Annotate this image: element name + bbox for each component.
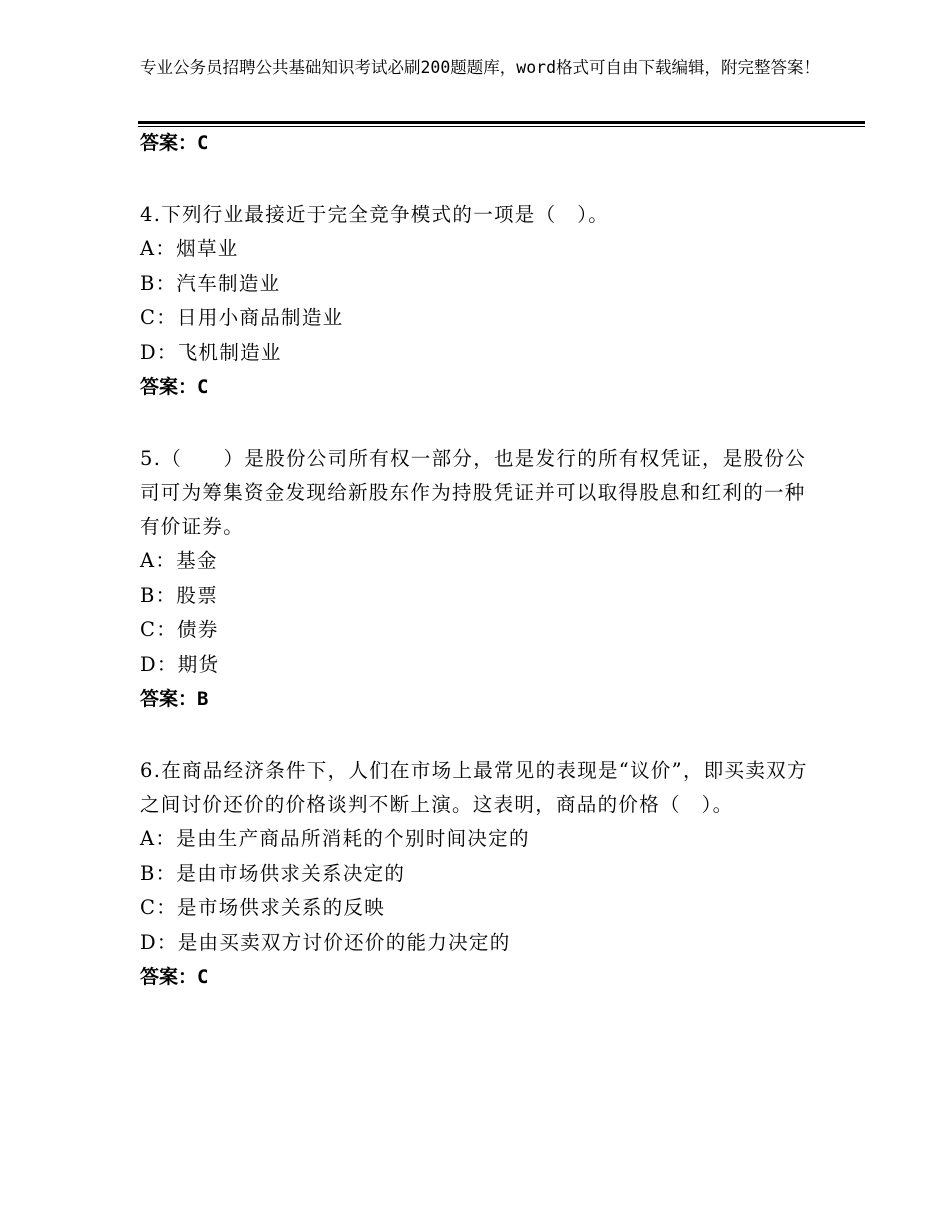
spacer (140, 716, 820, 754)
question-block (140, 198, 820, 404)
option-c: C：是市场供求关系的反映 (140, 896, 386, 919)
option-a: A：是由生产商品所消耗的个别时间决定的 (140, 827, 530, 850)
question-stem: 6.在商品经济条件下，人们在市场上最常见的表现是“议价”，即买卖双方之间讨价还价的价格谈判不断上演。这表明，商品的价格（ ）。 (140, 759, 808, 816)
option-c: C：债券 (140, 618, 219, 641)
question-block (140, 754, 820, 994)
option-b: B：汽车制造业 (140, 271, 281, 295)
spacer (140, 404, 820, 442)
spacer (140, 160, 820, 198)
answer-line: 答案：C (140, 376, 209, 398)
option-b: B：是由市场供求关系决定的 (140, 861, 406, 885)
option-d: D：期货 (140, 652, 220, 676)
option-d: D：飞机制造业 (140, 340, 282, 364)
document-body (140, 126, 820, 994)
option-d: D：是由买卖双方讨价还价的能力决定的 (140, 930, 511, 954)
option-a: A：烟草业 (140, 237, 239, 260)
option-b: B：股票 (140, 583, 219, 607)
answer-line: 答案：C (140, 132, 209, 154)
document-header: 专业公务员招聘公共基础知识考试必刷200题题库，word格式可自由下载编辑，附完整答案！ (140, 58, 821, 77)
option-c: C：日用小商品制造业 (140, 306, 344, 329)
header-rule-thick (138, 121, 865, 124)
question-stem: 4.下列行业最接近于完全竞争模式的一项是（ ）。 (140, 203, 610, 226)
option-a: A：基金 (140, 549, 218, 572)
answer-line: 答案：C (140, 966, 209, 988)
question-stem: 5.（ ）是股份公司所有权一部分，也是发行的所有权凭证，是股份公司可为筹集资金发现给新股东作为持股凭证并可以取得股息和红利的一种有价证券。 (140, 447, 807, 538)
answer-line: 答案：B (140, 688, 209, 710)
question-block (140, 442, 820, 716)
